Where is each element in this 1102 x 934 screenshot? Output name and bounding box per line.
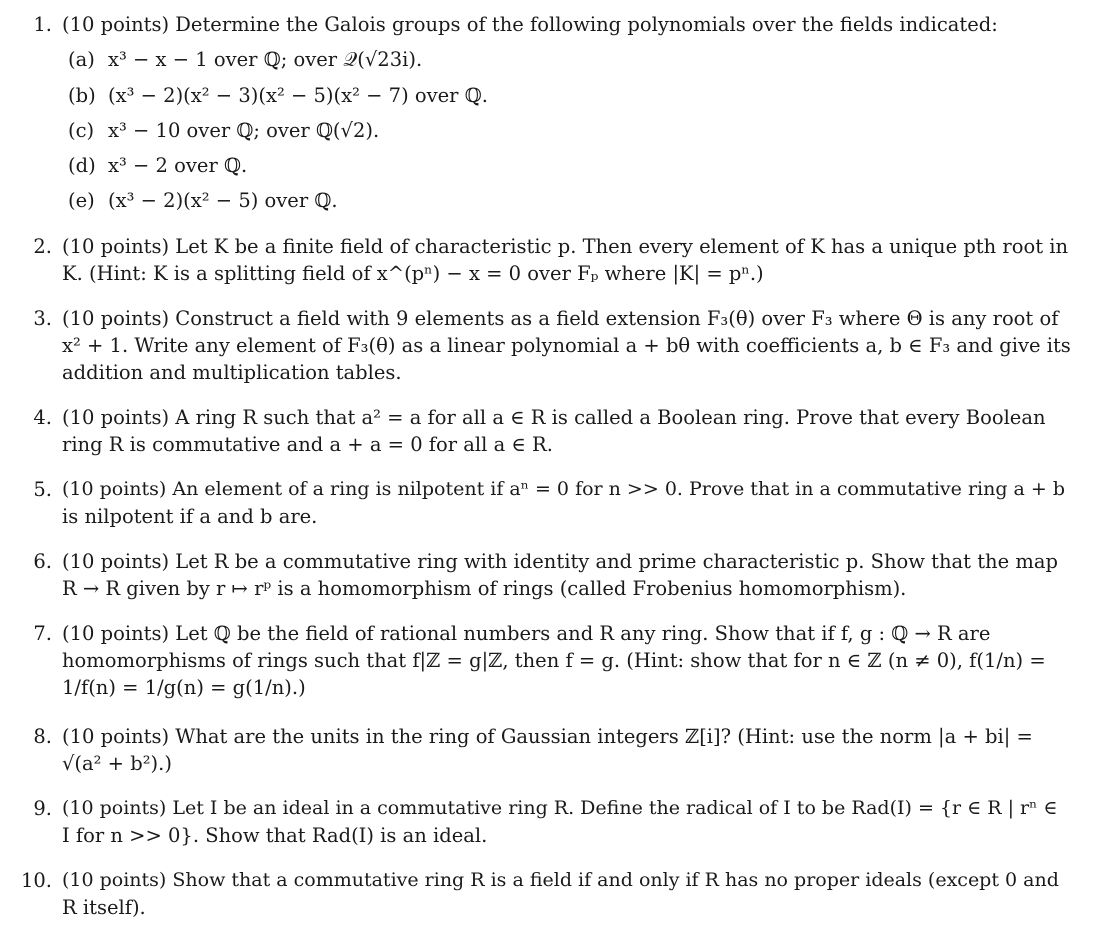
problem-number: 9. [33,797,52,820]
problem-text-line: (10 points) Determine the Galois groups of the following polynomials over the fields indicated: [62,13,998,36]
subpart-b [68,82,488,109]
subpart-label: (e) [68,189,95,212]
subpart-text: x³ − x − 1 over ℚ; over 𝒬(√23i). [108,48,423,71]
problem-text-line: √(a² + b²).) [62,752,172,775]
problem-text-line: homomorphisms of rings such that f|ℤ = g|ℤ, then f = g. (Hint: show that for n ∈ ℤ (n ≠ 0), f(1/n) = [62,649,1046,672]
subpart-a [68,46,422,73]
subpart-e [68,187,338,214]
subpart-d [68,152,247,179]
subpart-label: (c) [68,119,95,142]
problem-text-line: (10 points) An element of a ring is nilpotent if aⁿ = 0 for n >> 0. Prove that in a commutative ring a + b [62,478,1066,500]
problem-number: 6. [33,550,52,573]
subpart-c [68,117,379,144]
problem-number: 1. [33,13,52,36]
problem-text-line: (10 points) Let R be a commutative ring with identity and prime characteristic p. Show that the map [62,550,1058,573]
problem-text-line: (10 points) What are the units in the ring of Gaussian integers ℤ[i]? (Hint: use the norm |a + bi| = [62,725,1033,748]
problem-number: 5. [33,478,52,501]
subpart-text: x³ − 10 over ℚ; over ℚ(√2). [108,119,380,142]
problem-text-line: I for n >> 0}. Show that Rad(I) is an ideal. [62,824,488,847]
subpart-text: (x³ − 2)(x² − 3)(x² − 5)(x² − 7) over ℚ. [108,84,488,107]
problem-text-line: (10 points) Construct a field with 9 elements as a field extension F₃(θ) over F₃ where Θ is any root of [62,307,1059,330]
problem-number: 4. [33,406,52,429]
problem-text-line: 1/f(n) = 1/g(n) = g(1/n).) [62,676,306,699]
problem-text-line: (10 points) Let I be an ideal in a commutative ring R. Define the radical of I to be Rad(I) = {r ∈ R | rⁿ ∈ [62,797,1058,819]
subpart-label: (b) [68,84,96,107]
problem-number: 2. [33,235,52,258]
subpart-label: (a) [68,48,95,71]
problem-text-line: is nilpotent if a and b are. [62,505,318,528]
problem-text-line: addition and multiplication tables. [62,361,402,384]
problem-text-line: (10 points) Let ℚ be the field of rational numbers and R any ring. Show that if f, g : ℚ → R are [62,622,991,645]
problem-text-line: (10 points) Let K be a finite field of characteristic p. Then every element of K has a unique pth root in [62,235,1069,258]
subpart-text: x³ − 2 over ℚ. [108,154,248,177]
problem-text-line: x² + 1. Write any element of F₃(θ) as a linear polynomial a + bθ with coefficients a, b ∈ F₃ and give its [62,334,1071,357]
problem-text-line: (10 points) Show that a commutative ring R is a field if and only if R has no proper ideals (except 0 and [62,869,1059,891]
problem-text-line: K. (Hint: K is a splitting field of x^(pⁿ) − x = 0 over Fₚ where |K| = pⁿ.) [62,262,764,285]
problem-text-line: R itself). [62,896,146,919]
problem-text-line: ring R is commutative and a + a = 0 for all a ∈ R. [62,433,553,456]
subpart-text: (x³ − 2)(x² − 5) over ℚ. [108,189,338,212]
problem-number: 7. [33,622,52,645]
subpart-label: (d) [68,154,96,177]
problem-text-line: R → R given by r ↦ rᵖ is a homomorphism of rings (called Frobenius homomorphism). [62,577,907,600]
problem-number: 3. [33,307,52,330]
problem-number: 8. [33,725,52,748]
problem-number: 10. [20,869,52,892]
problem-text-line: (10 points) A ring R such that a² = a for all a ∈ R is called a Boolean ring. Prove that every Boolean [62,406,1046,429]
